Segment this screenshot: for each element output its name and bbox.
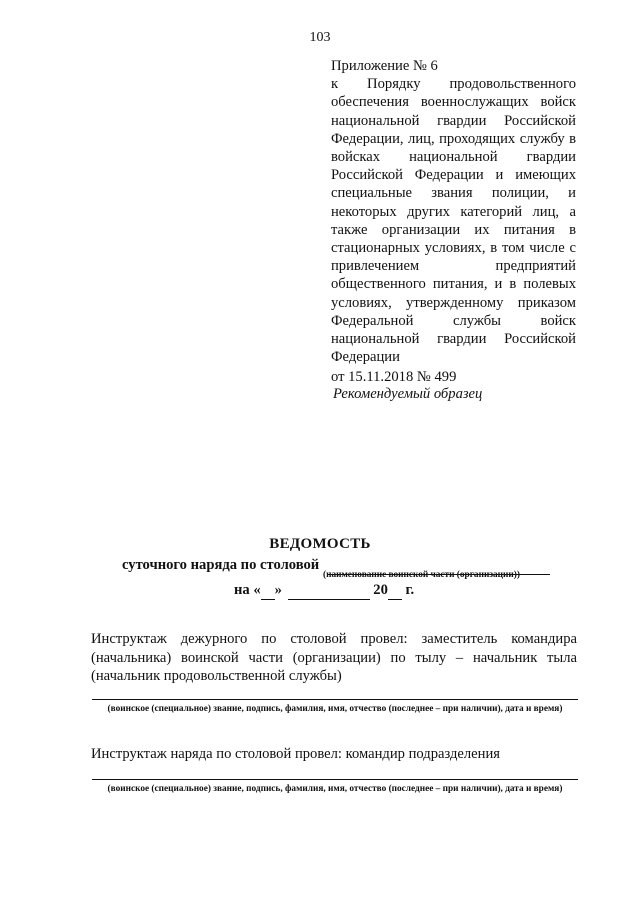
- briefing-1-caption: (воинское (специальное) звание, подпись, фамилия, имя, отчество (последнее – при наличии), дата и время): [107, 704, 563, 714]
- document-title: ВЕДОМОСТЬ: [269, 536, 371, 552]
- appendix-block: [331, 57, 576, 387]
- briefing-2-text: Инструктаж наряда по столовой провел: командир подразделения: [91, 746, 500, 762]
- briefing-1-text: Инструктаж дежурного по столовой провел: заместитель командира (начальника) воинской части (организации) по тылу – начальник тыла (начальник продовольственной службы): [91, 631, 577, 684]
- briefing-2-caption: (воинское (специальное) звание, подпись, фамилия, имя, отчество (последнее – при наличии), дата и время): [107, 784, 563, 794]
- appendix-title: Приложение № 6: [331, 58, 438, 74]
- appendix-date: от 15.11.2018 № 499: [331, 369, 457, 386]
- month-line: [288, 582, 370, 600]
- appendix-body: к Порядку продовольственного обеспечения военнослужащих войск национальной гвардии Российской Федерации, лиц, проходящих службу в войсках национальной гвардии Российской Федерации и имеющих специальные звания полиции, и некоторых других категорий лиц, а также организации их питания в стационарных условиях, в том числе с привлечением предприятий общественного питания, и в полевых условиях, утвержденному приказом Федеральной службы войск национальной гвардии Российской Федерации: [331, 76, 576, 366]
- year-line: [388, 582, 402, 600]
- sample-label: Рекомендуемый образец: [333, 386, 483, 402]
- unit-name-caption: (наименование воинской части (организации)): [323, 570, 520, 580]
- document-subtitle: суточного наряда по столовой: [122, 557, 320, 573]
- page-number: 103: [309, 30, 331, 45]
- date-suffix: г.: [405, 582, 415, 598]
- date-row: [234, 582, 414, 600]
- briefing-2-signature-line: [92, 779, 578, 780]
- date-prefix: на «: [234, 582, 261, 598]
- briefing-1-signature-line: [92, 699, 578, 700]
- date-year: 20: [373, 582, 388, 598]
- day-line: [261, 582, 275, 600]
- date-mid: »: [274, 582, 282, 598]
